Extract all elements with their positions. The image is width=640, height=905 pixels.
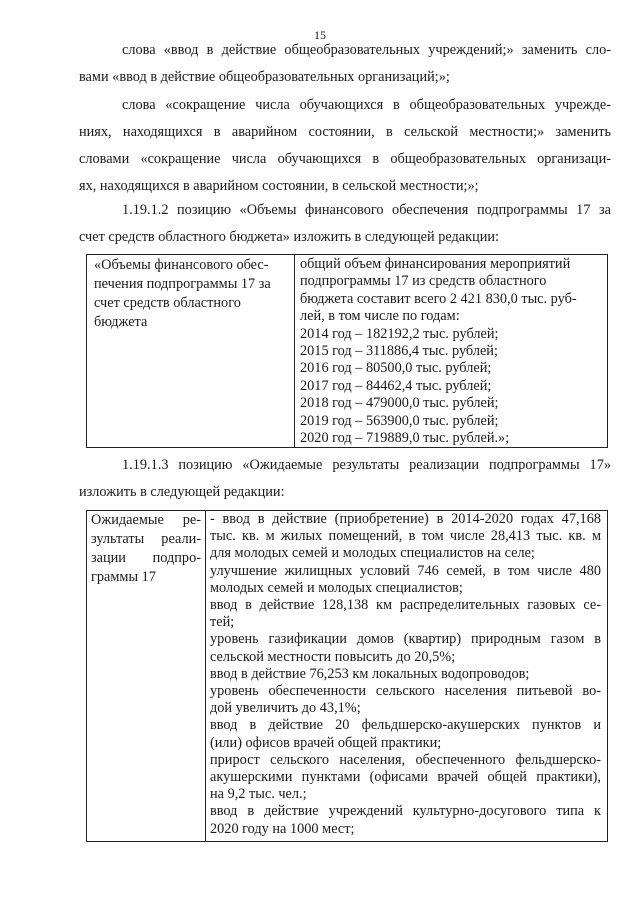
cell-line: уровень обеспеченности сельского населения питьевой во- — [210, 683, 601, 700]
cell-line: граммы 17 — [91, 569, 156, 585]
cell-line: 2019 год – 563900,0 тыс. рублей; — [300, 412, 499, 429]
cell-line: подпрограммы 17 из средств областного — [300, 273, 547, 290]
cell-line: печения подпрограммы 17 за — [94, 276, 271, 292]
cell-line: бюджета составит всего 2 421 830,0 тыс. руб- — [300, 290, 577, 307]
cell-line: на 9,2 тыс. чел.; — [210, 786, 307, 803]
cell-line: 2020 году на 1000 мест; — [210, 820, 355, 837]
paragraph-line: изложить в следующей редакции: — [79, 484, 285, 500]
financing-value-cell — [300, 256, 600, 447]
cell-line: акушерскими пунктами (офисами врачей общей практики), — [210, 769, 601, 786]
cell-line: счет средств областного — [94, 295, 241, 311]
cell-line: ввод в действие 20 фельдшерско-акушерских пунктов и — [210, 717, 601, 734]
paragraph-line: 1.19.1.3 позицию «Ожидаемые результаты реализации подпрограммы 17» — [122, 457, 611, 473]
paragraph-line: словами «сокращение числа обучающихся в общеобразовательных организаци- — [79, 151, 611, 167]
cell-line: прирост сельского населения, обеспеченного фельдшерско- — [210, 751, 601, 768]
page-number: 15 — [314, 28, 326, 42]
table-divider — [205, 511, 206, 841]
cell-line: ввод в действие учреждений культурно-досугового типа к — [210, 803, 601, 820]
cell-line: 2015 год – 311886,4 тыс. рублей; — [300, 343, 498, 360]
cell-line: 2017 год – 84462,4 тыс. рублей; — [300, 377, 492, 394]
cell-line: молодых семей и молодых специалистов; — [210, 579, 463, 596]
cell-line: «Объемы финансового обес- — [94, 257, 269, 273]
cell-line: ввод в действие 76,253 км локальных водопроводов; — [210, 665, 530, 682]
results-value-cell — [210, 511, 601, 841]
paragraph-line: слова «ввод в действие общеобразовательных учреждений;» заменить сло- — [122, 42, 611, 58]
paragraph-4 — [79, 452, 611, 506]
paragraph-3 — [79, 197, 611, 251]
financing-label-cell — [94, 256, 289, 447]
table-divider — [294, 255, 295, 447]
cell-line: Ожидаемые ре- — [91, 512, 201, 528]
cell-line: 2014 год – 182192,2 тыс. рублей; — [300, 325, 499, 342]
cell-line: тей; — [210, 614, 235, 631]
cell-line: 2020 год – 719889,0 тыс. рублей.»; — [300, 430, 510, 447]
results-label-cell — [91, 511, 201, 841]
cell-line: сельской местности повысить до 20,5%; — [210, 648, 456, 665]
cell-line: улучшение жилищных условий 746 семей, в том числе 480 — [210, 562, 601, 579]
paragraph-line: слова «сокращение числа обучающихся в общеобразовательных учрежде- — [122, 97, 611, 113]
cell-line: ввод в действие 128,138 км распределительных газовых се- — [210, 597, 601, 614]
paragraph-2 — [79, 92, 611, 200]
cell-line: для молодых семей и молодых специалистов на селе; — [210, 545, 535, 562]
paragraph-1 — [79, 37, 611, 91]
cell-line: - ввод в действие (приобретение) в 2014-2020 годах 47,168 — [210, 511, 601, 527]
cell-line: тыс. кв. м жилых помещений, в том числе 28,413 тыс. кв. м — [210, 528, 601, 545]
cell-line: дой увеличить до 43,1%; — [210, 700, 361, 717]
cell-line: уровень газификации домов (квартир) природным газом в — [210, 631, 601, 648]
cell-line: зультаты реали- — [91, 531, 201, 547]
cell-line: лей, в том числе по годам: — [300, 308, 460, 325]
paragraph-line: счет средств областного бюджета» изложить в следующей редакции: — [79, 229, 499, 245]
financing-table — [86, 254, 608, 448]
cell-line: общий объем финансирования мероприятий — [300, 256, 571, 272]
paragraph-line: ниях, находящихся в аварийном состоянии, в сельской местности;» заменить — [79, 124, 611, 140]
cell-line: 2018 год – 479000,0 тыс. рублей; — [300, 395, 499, 412]
paragraph-line: 1.19.1.2 позицию «Объемы финансового обеспечения подпрограммы 17 за — [122, 202, 611, 218]
cell-line: зации подпро- — [91, 550, 201, 566]
paragraph-line: ях, находящихся в аварийном состоянии, в сельской местности;»; — [79, 178, 479, 194]
cell-line: бюджета — [94, 314, 148, 330]
results-table — [86, 510, 608, 842]
cell-line: 2016 год – 80500,0 тыс. рублей; — [300, 360, 492, 377]
cell-line: (или) офисов врачей общей практики; — [210, 734, 442, 751]
paragraph-line: вами «ввод в действие общеобразовательных организаций;»; — [79, 69, 450, 85]
